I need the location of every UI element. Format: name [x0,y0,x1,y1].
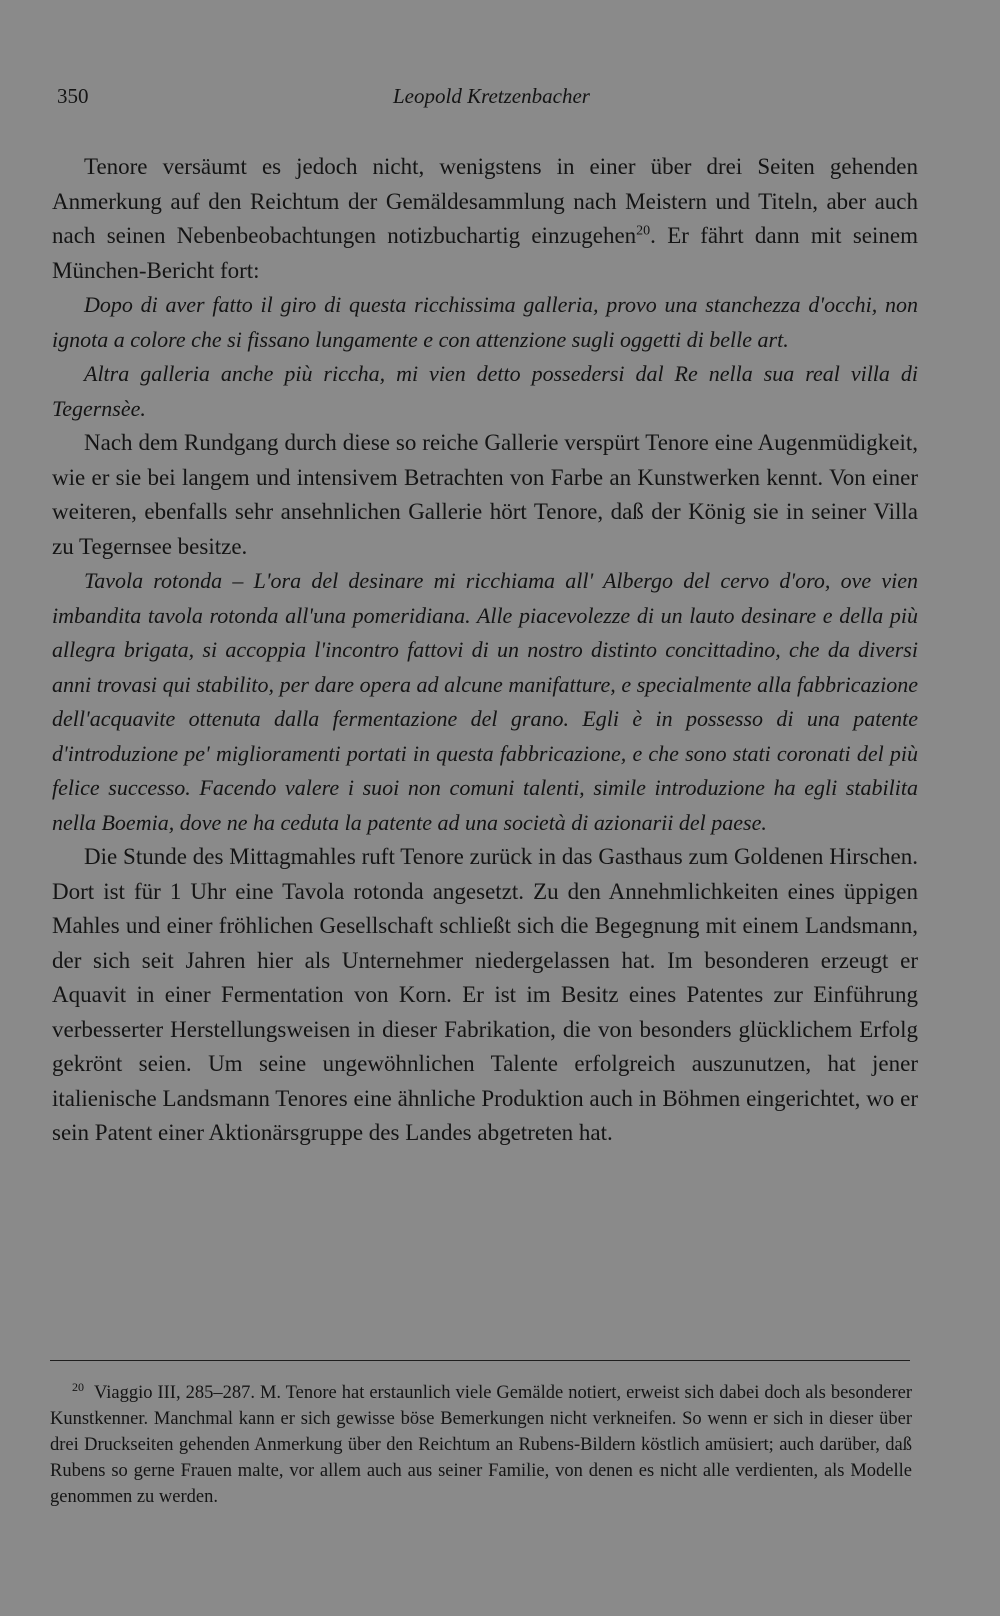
page-number: 350 [57,84,89,108]
body-text [52,150,918,1151]
italian-quote: Tavola rotonda – L'ora del desinare mi ricchiama all' Albergo del cervo d'oro, ove vien imbandita tavola rotonda all'una pomeridiana. Alle piacevolezze di un lauto desinare e della più allegra brigata, si accoppia l'incontro fattovi di un nostro distinto concittadino, che da diversi anni trovasi qui stabilito, per dare opera ad alcune manifatture, e specialmente alla fabbricazione dell'acquavite ottenuta dalla fermentazione del grano. Egli è in possesso di una patente d'introduzione pe' miglioramenti portati in questa fabbricazione, e che sono stati coronati del più felice successo. Facendo valere i suoi non comuni talenti, simile introduzione ha egli stabilita nella Boemia, dove ne ha ceduta la patente ad una società di azionarii del paese. [52,568,918,835]
page-header [0,84,1000,114]
italian-quote: Dopo di aver fatto il giro di questa ricchissima galleria, provo una stanchezza d'occhi, non ignota a colore che si fissano lungamente e con attenzione sugli oggetti di belle art. [52,292,918,352]
footnote-text: Viaggio III, 285–287. M. Tenore hat erstaunlich viele Gemälde notiert, erweist sich dabei doch als besonderer Kunstkenner. Manchmal kann er sich gewisse böse Bemerkungen nicht verkneifen. So wenn er sich in dieser über drei Druckseiten gehenden Anmerkung über den Reichtum an Rubens-Bildern köstlich amüsiert; auch darüber, daß Rubens so gerne Frauen malte, vor allem auch aus seiner Familie, von denen es nicht alle verdienten, als Modelle genommen zu werden. [50,1383,912,1507]
running-head: Leopold Kretzenbacher [393,84,590,108]
paragraph: Nach dem Rundgang durch diese so reiche Gallerie verspürt Tenore eine Augenmüdigkeit, wie er sie bei langem und intensivem Betrachten von Farbe an Kunstwerken kennt. Von einer weiteren, ebenfalls sehr ansehnlichen Gallerie hört Tenore, daß der König sie in seiner Villa zu Tegernsee besitze. [52,430,918,559]
paragraph: Tenore versäumt es jedoch nicht, wenigstens in einer über drei Seiten gehenden Anmerkung auf den Reichtum der Gemäldesammlung nach Meistern und Titeln, aber auch nach seinen Nebenbeobachtungen notizbuchartig einzugehen$^{20}$. Er fährt dann mit seinem München-Bericht fort: [52,154,918,283]
footnote [50,1380,912,1510]
footnote-number: 20 [72,1379,84,1394]
footnote-divider [50,1360,910,1361]
italian-quote: Altra galleria anche più riccha, mi vien detto possedersi dal Re nella sua real villa di Tegernsèe. [52,361,918,421]
footnotes [50,1380,912,1510]
paragraph: Die Stunde des Mittagmahles ruft Tenore zurück in das Gasthaus zum Goldenen Hirschen. Dort ist für 1 Uhr eine Tavola rotonda angesetzt. Zu den Annehmlichkeiten eines üppigen Mahles und einer fröhlichen Gesellschaft schließt sich die Begegnung mit einem Landsmann, der sich seit Jahren hier als Unternehmer niedergelassen hat. Im besonderen erzeugt er Aquavit in einer Fermentation von Korn. Er ist im Besitz eines Patentes zur Einführung verbesserter Herstellungsweisen in dieser Fabrikation, die von besonders glücklichem Erfolg gekrönt seien. Um seine ungewöhnlichen Talente erfolgreich auszunutzen, hat jener italienische Landsmann Tenores eine ähnliche Produktion auch in Böhmen eingerichtet, wo er sein Patent einer Aktionärsgruppe des Landes abgetreten hat. [52,844,918,1145]
footnote-reference[interactable]: 20 [636,223,651,239]
